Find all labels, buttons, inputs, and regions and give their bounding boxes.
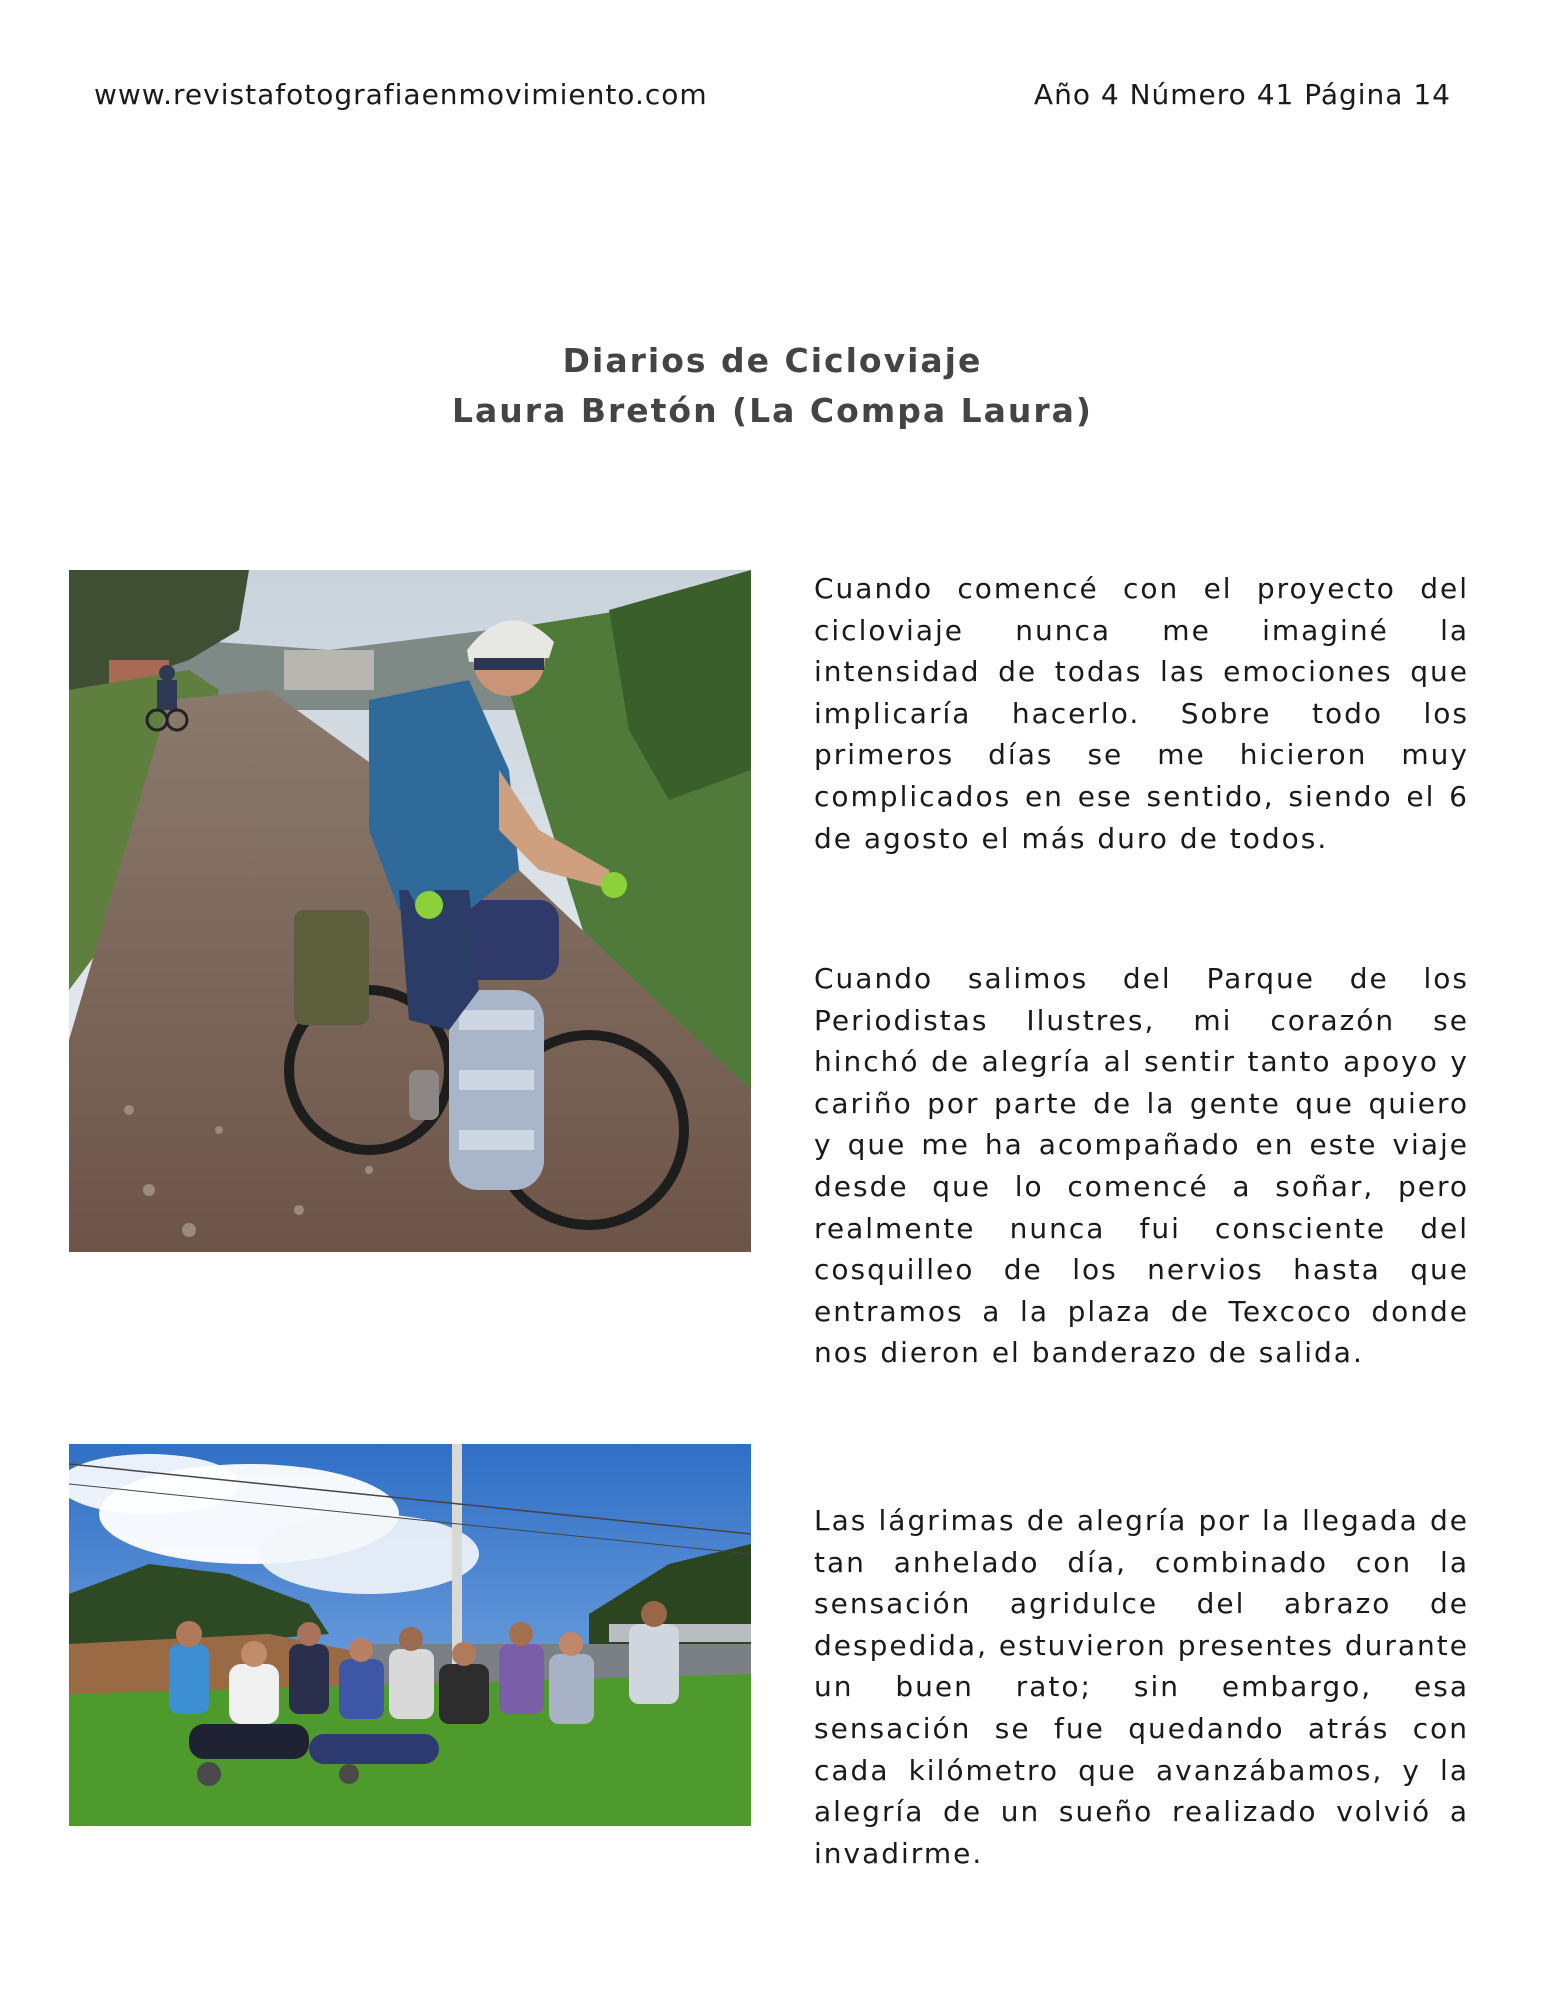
website-url: www.revistafotografiaenmovimiento.com — [94, 78, 708, 111]
article-title: Diarios de Cicloviaje — [562, 341, 983, 380]
group-photo — [69, 1444, 751, 1826]
issue-info: Año 4 Número 41 Página 14 — [1033, 78, 1451, 111]
cyclist-photo — [69, 570, 751, 1252]
article-paragraph-2: Cuando salimos del Parque de los Periodistas Ilustres, mi corazón se hinchó de alegría al sentir tanto apoyo y cariño por parte de la gente que quiero y que me ha acompañado en este viaje desde que lo comencé a soñar, pero realmente nunca fui consciente del cosquilleo de los nervios hasta que entramos a la plaza de Texcoco donde nos dieron el banderazo de salida. — [814, 962, 1469, 1370]
article-paragraph-1: Cuando comencé con el proyecto del cicloviaje nunca me imaginé la intensidad de todas las emociones que implicaría hacerlo. Sobre todo los primeros días se me hicieron muy complicados en ese sentido, siendo el 6 de agosto el más duro de todos. — [814, 572, 1469, 855]
article-author: Laura Bretón (La Compa Laura) — [452, 391, 1093, 430]
article-paragraph-3: Las lágrimas de alegría por la llegada de tan anhelado día, combinado con la sensación agridulce del abrazo de despedida, estuvieron presentes durante un buen rato; sin embargo, esa sensación se fue quedando atrás con cada kilómetro que avanzábamos, y la alegría de un sueño realizado volvió a invadirme. — [814, 1504, 1469, 1870]
article-heading — [0, 336, 1545, 436]
